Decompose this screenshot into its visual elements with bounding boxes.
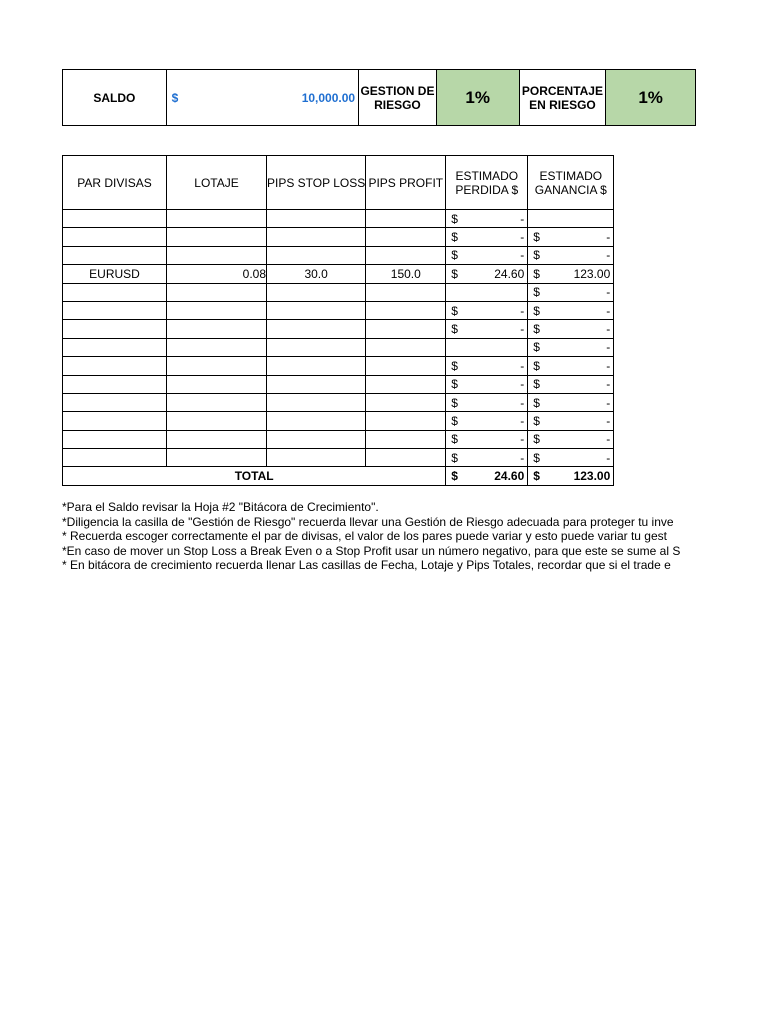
- table-row: [63, 228, 614, 246]
- cell-pips-profit[interactable]: [366, 210, 446, 228]
- cell-pips-sl[interactable]: [267, 283, 366, 301]
- col-pips-profit: PIPS PROFIT: [366, 156, 446, 210]
- table-row: [63, 412, 614, 430]
- table-row: [63, 430, 614, 448]
- note-line: *Para el Saldo revisar la Hoja #2 "Bitácora de Crecimiento".: [62, 500, 379, 514]
- cell-pips-sl[interactable]: [267, 320, 366, 338]
- cell-pips-sl[interactable]: [267, 393, 366, 411]
- cell-lotaje[interactable]: [167, 393, 267, 411]
- cell-ganancia: $ -: [528, 301, 614, 319]
- cell-par[interactable]: [63, 301, 167, 319]
- cell-perdida: $ -: [446, 210, 528, 228]
- note-line: *En caso de mover un Stop Loss a Break Even o a Stop Profit usar un número negativo, para que este se sume al S: [62, 543, 681, 558]
- cell-ganancia: $ -: [528, 375, 614, 393]
- cell-pips-sl[interactable]: [267, 375, 366, 393]
- cell-perdida: $ -: [446, 393, 528, 411]
- cell-pips-profit[interactable]: 150.0: [366, 265, 446, 283]
- cell-perdida: [446, 283, 528, 301]
- col-lotaje: LOTAJE: [167, 156, 267, 210]
- cell-ganancia: $ -: [528, 393, 614, 411]
- table-row: [63, 393, 614, 411]
- cell-par[interactable]: [63, 375, 167, 393]
- cell-pips-sl[interactable]: [267, 246, 366, 264]
- cell-perdida: $ -: [446, 246, 528, 264]
- cell-par[interactable]: [63, 320, 167, 338]
- cell-par[interactable]: [63, 430, 167, 448]
- cell-pips-profit[interactable]: [366, 393, 446, 411]
- cell-ganancia: $ -: [528, 320, 614, 338]
- cell-ganancia: $ -: [528, 412, 614, 430]
- total-row: [63, 467, 614, 485]
- porcentaje-value: 1%: [606, 70, 695, 125]
- cell-lotaje[interactable]: [167, 246, 267, 264]
- porcentaje-label: PORCENTAJE EN RIESGO: [520, 70, 607, 125]
- cell-ganancia: $ 123.00: [528, 265, 614, 283]
- cell-perdida: $ 24.60: [446, 265, 528, 283]
- cell-pips-profit[interactable]: [366, 357, 446, 375]
- cell-pips-profit[interactable]: [366, 246, 446, 264]
- cell-ganancia: $ -: [528, 338, 614, 356]
- table-row: [63, 338, 614, 356]
- cell-lotaje[interactable]: [167, 449, 267, 467]
- cell-par[interactable]: [63, 228, 167, 246]
- cell-perdida: $ -: [446, 301, 528, 319]
- cell-par[interactable]: [63, 338, 167, 356]
- cell-par[interactable]: EURUSD: [63, 265, 167, 283]
- table-row: [63, 449, 614, 467]
- col-estimado-perdida: ESTIMADO PERDIDA $: [446, 156, 528, 210]
- cell-pips-profit[interactable]: [366, 301, 446, 319]
- cell-par[interactable]: [63, 246, 167, 264]
- table-row: [63, 246, 614, 264]
- note-line: * Recuerda escoger correctamente el par de divisas, el valor de los pares puede variar y esto puede variar tu gest: [62, 529, 667, 544]
- total-label: TOTAL: [63, 467, 446, 485]
- cell-lotaje[interactable]: [167, 357, 267, 375]
- cell-ganancia: [528, 210, 614, 228]
- cell-perdida: $ -: [446, 375, 528, 393]
- cell-par[interactable]: [63, 412, 167, 430]
- cell-pips-sl[interactable]: [267, 338, 366, 356]
- cell-pips-sl[interactable]: [267, 210, 366, 228]
- col-pips-stop-loss: PIPS STOP LOSS: [267, 156, 366, 210]
- col-par-divisas: PAR DIVISAS: [63, 156, 167, 210]
- cell-ganancia: $ -: [528, 449, 614, 467]
- cell-lotaje[interactable]: [167, 430, 267, 448]
- cell-pips-profit[interactable]: [366, 412, 446, 430]
- cell-par[interactable]: [63, 283, 167, 301]
- summary-header: [62, 69, 696, 126]
- trades-table: [62, 155, 614, 486]
- table-header-row: [63, 156, 614, 210]
- table-row: [63, 320, 614, 338]
- total-ganancia: $ 123.00: [528, 467, 614, 485]
- cell-pips-sl[interactable]: 30.0: [267, 265, 366, 283]
- cell-ganancia: $ -: [528, 357, 614, 375]
- cell-lotaje[interactable]: [167, 228, 267, 246]
- table-row: [63, 283, 614, 301]
- cell-pips-profit[interactable]: [366, 228, 446, 246]
- cell-perdida: $ -: [446, 449, 528, 467]
- table-row: [63, 301, 614, 319]
- cell-pips-profit[interactable]: [366, 375, 446, 393]
- cell-perdida: [446, 338, 528, 356]
- cell-pips-sl[interactable]: [267, 357, 366, 375]
- cell-ganancia: $ -: [528, 283, 614, 301]
- cell-pips-profit[interactable]: [366, 283, 446, 301]
- cell-pips-profit[interactable]: [366, 338, 446, 356]
- cell-ganancia: $ -: [528, 228, 614, 246]
- gestion-value[interactable]: 1%: [437, 70, 520, 125]
- cell-perdida: $ -: [446, 228, 528, 246]
- cell-lotaje[interactable]: [167, 320, 267, 338]
- cell-pips-profit[interactable]: [366, 430, 446, 448]
- cell-par[interactable]: [63, 210, 167, 228]
- cell-par[interactable]: [63, 393, 167, 411]
- cell-perdida: $ -: [446, 412, 528, 430]
- cell-pips-profit[interactable]: [366, 320, 446, 338]
- notes: [62, 500, 696, 573]
- cell-lotaje[interactable]: [167, 283, 267, 301]
- table-row: [63, 375, 614, 393]
- cell-par[interactable]: [63, 449, 167, 467]
- note-line: * En bitácora de crecimiento recuerda llenar Las casillas de Fecha, Lotaje y Pips Totales, recordar que si el trade e: [62, 558, 671, 573]
- cell-lotaje[interactable]: [167, 412, 267, 430]
- table-row: [63, 357, 614, 375]
- gestion-label: GESTION DE RIESGO: [359, 70, 437, 125]
- cell-pips-sl[interactable]: [267, 301, 366, 319]
- cell-perdida: $ -: [446, 357, 528, 375]
- cell-perdida: $ -: [446, 320, 528, 338]
- cell-lotaje[interactable]: [167, 210, 267, 228]
- cell-par[interactable]: [63, 357, 167, 375]
- table-row: [63, 265, 614, 283]
- cell-pips-sl[interactable]: [267, 228, 366, 246]
- cell-ganancia: $ -: [528, 430, 614, 448]
- cell-pips-sl[interactable]: [267, 412, 366, 430]
- cell-lotaje[interactable]: [167, 301, 267, 319]
- saldo-value-cell[interactable]: [167, 70, 359, 125]
- cell-perdida: $ -: [446, 430, 528, 448]
- cell-lotaje[interactable]: [167, 338, 267, 356]
- saldo-label: SALDO: [63, 70, 167, 125]
- col-estimado-ganancia: ESTIMADO GANANCIA $: [528, 156, 614, 210]
- total-perdida: $ 24.60: [446, 467, 528, 485]
- cell-pips-sl[interactable]: [267, 449, 366, 467]
- cell-lotaje[interactable]: [167, 375, 267, 393]
- note-line: *Diligencia la casilla de "Gestión de Riesgo" recuerda llevar una Gestión de Riesgo adecuada para proteger tu inve: [62, 514, 674, 529]
- table-row: [63, 210, 614, 228]
- saldo-currency: $: [171, 90, 179, 105]
- cell-pips-profit[interactable]: [366, 449, 446, 467]
- cell-lotaje[interactable]: 0.08: [167, 265, 267, 283]
- cell-ganancia: $ -: [528, 246, 614, 264]
- saldo-value: 10,000.00: [301, 90, 356, 105]
- cell-pips-sl[interactable]: [267, 430, 366, 448]
